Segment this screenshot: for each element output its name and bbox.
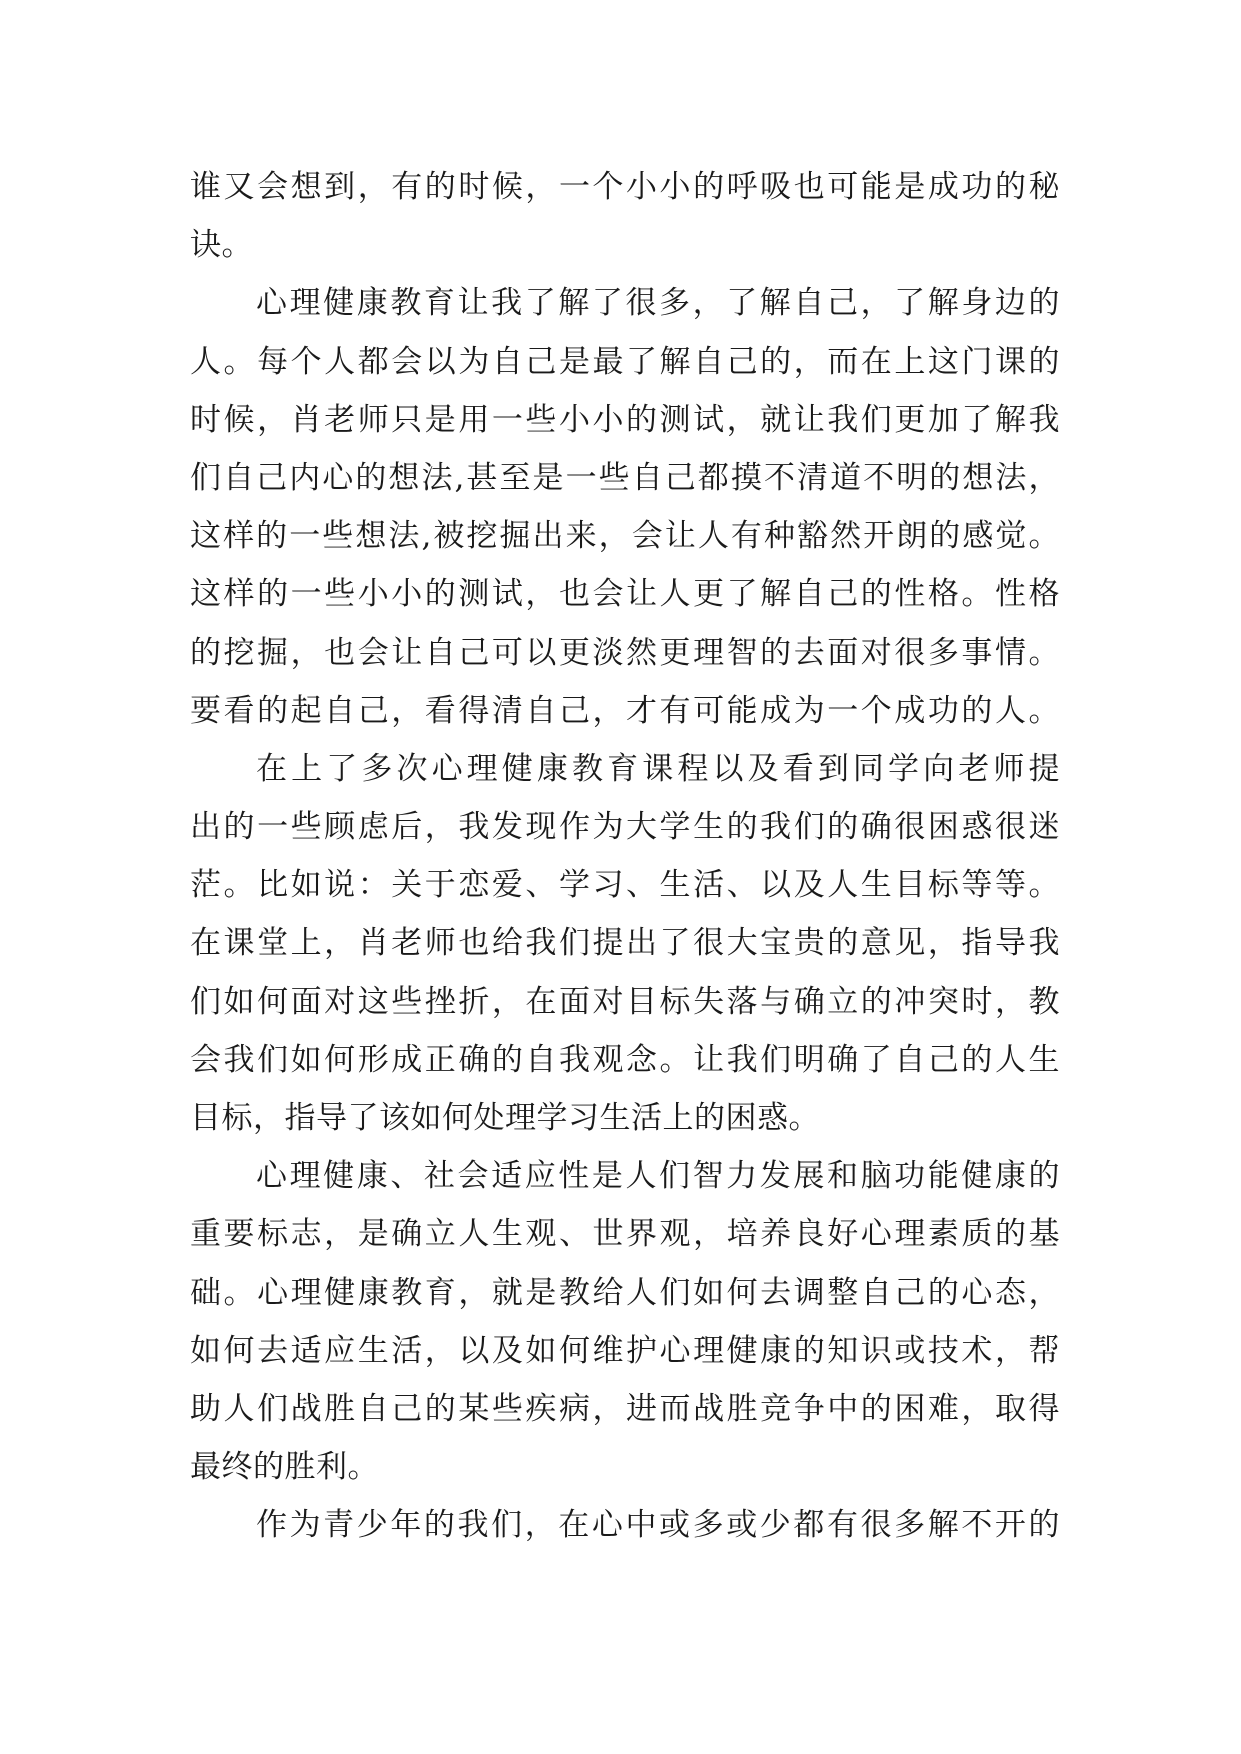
text-line: 心理健康教育让我了解了很多，了解自己，了解身边的 <box>256 285 1060 322</box>
text-line: 重要标志，是确立人生观、世界观，培养良好心理素质的基 <box>190 1216 1060 1253</box>
text-line: 目标，指导了该如何处理学习生活上的困惑。 <box>190 1100 820 1136</box>
text-line: 的挖掘，也会让自己可以更淡然更理智的去面对很多事情。 <box>190 634 1060 671</box>
text-line: 在上了多次心理健康教育课程以及看到同学向老师提 <box>256 750 1060 787</box>
text-line: 会我们如何形成正确的自我观念。让我们明确了自己的人生 <box>190 1041 1060 1078</box>
text-line: 茫。比如说：关于恋爱、学习、生活、以及人生目标等等。 <box>190 867 1060 904</box>
text-line: 如何去适应生活，以及如何维护心理健康的知识或技术，帮 <box>190 1332 1060 1369</box>
text-line: 们如何面对这些挫折，在面对目标失落与确立的冲突时，教 <box>190 983 1060 1020</box>
text-line: 这样的一些小小的测试，也会让人更了解自己的性格。性格 <box>190 576 1060 613</box>
text-line: 助人们战胜自己的某些疾病，进而战胜竞争中的困难，取得 <box>190 1390 1060 1427</box>
text-line: 时候，肖老师只是用一些小小的测试，就让我们更加了解我 <box>190 401 1060 438</box>
text-line: 心理健康、社会适应性是人们智力发展和脑功能健康的 <box>256 1158 1060 1195</box>
text-line: 础。心理健康教育，就是教给人们如何去调整自己的心态， <box>190 1274 1060 1311</box>
text-line: 在课堂上，肖老师也给我们提出了很大宝贵的意见，指导我 <box>190 925 1060 962</box>
text-line: 要看的起自己，看得清自己，才有可能成为一个成功的人。 <box>190 692 1060 729</box>
text-line: 出的一些顾虑后，我发现作为大学生的我们的确很困惑很迷 <box>190 809 1060 846</box>
text-line: 最终的胜利。 <box>190 1449 379 1486</box>
text-line: 这样的一些想法,被挖掘出来，会让人有种豁然开朗的感觉。 <box>190 518 1060 555</box>
text-line: 人。每个人都会以为自己是最了解自己的，而在上这门课的 <box>190 343 1060 380</box>
text-line: 谁又会想到，有的时候，一个小小的呼吸也可能是成功的秘 <box>190 169 1060 205</box>
text-line: 作为青少年的我们，在心中或多或少都有很多解不开的 <box>256 1507 1060 1544</box>
text-line: 们自己内心的想法,甚至是一些自己都摸不清道不明的想法， <box>190 459 1060 496</box>
body-text <box>190 158 1060 1555</box>
text-line: 诀。 <box>190 227 253 264</box>
